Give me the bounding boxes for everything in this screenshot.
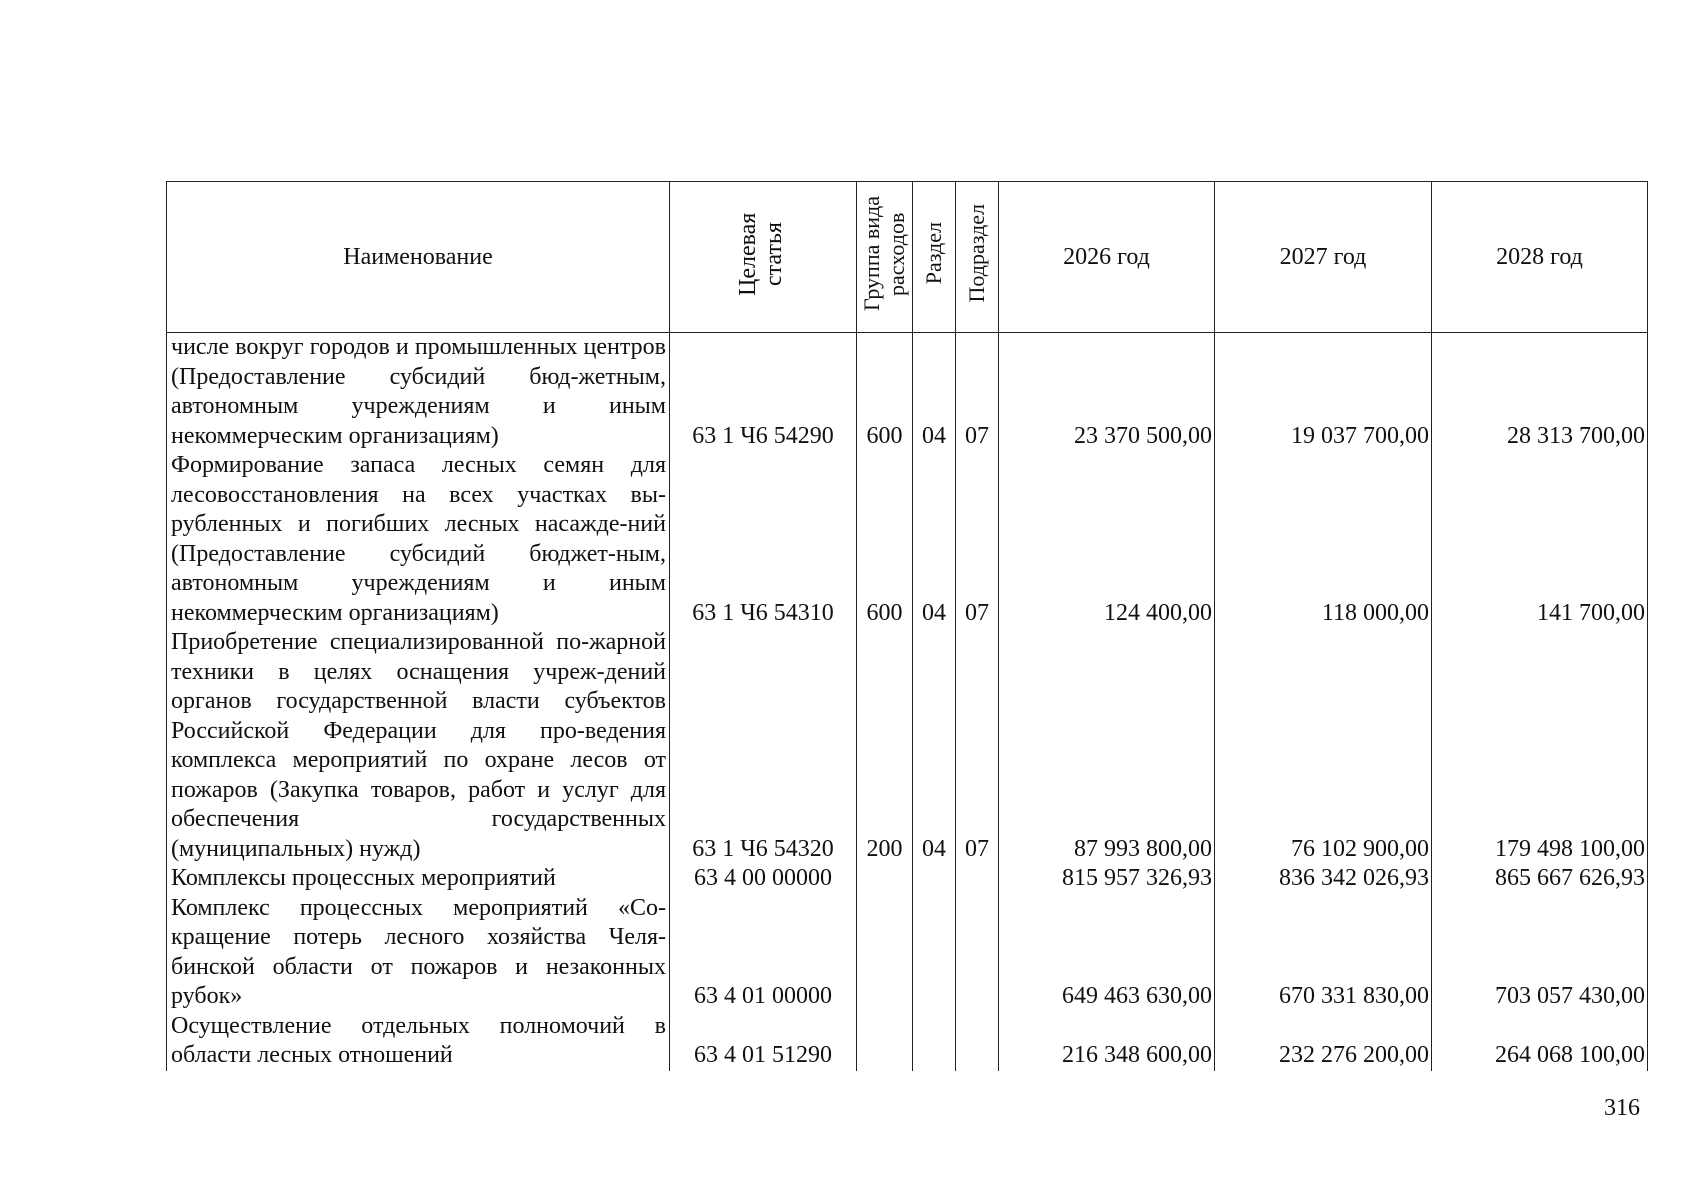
row-2028: 865 667 626,93: [1432, 864, 1648, 894]
row-section: 04: [913, 333, 956, 452]
header-name: Наименование: [167, 182, 670, 333]
row-subsection: 07: [956, 333, 999, 452]
header-section-label: Раздел: [921, 222, 946, 285]
row-name: Приобретение специализированной по-жарной техники в целях оснащения учреж-дений органов государственной власти субъектов Российской Федерации для про-ведения комплекса мероприятий по охране лесов от пожаров (Закупка товаров, работ и услуг для обеспечения государственных (муниципальных) нужд): [167, 628, 670, 864]
row-2028: 141 700,00: [1432, 451, 1648, 628]
header-section: [913, 182, 956, 333]
header-expense-group: [857, 182, 913, 333]
row-target-article: 63 1 Ч6 54290: [670, 333, 857, 452]
row-target-article: 63 4 01 00000: [670, 894, 857, 1012]
row-2028: 703 057 430,00: [1432, 894, 1648, 1012]
header-row: [167, 182, 1648, 333]
row-section: [913, 864, 956, 894]
row-name: Комплекс процессных мероприятий «Со-кращение потерь лесного хозяйства Челя-бинской области от пожаров и незаконных рубок»: [167, 894, 670, 1012]
row-name: Комплексы процессных мероприятий: [167, 864, 670, 894]
row-subsection: 07: [956, 628, 999, 864]
row-2028: 264 068 100,00: [1432, 1012, 1648, 1071]
row-2028: 28 313 700,00: [1432, 333, 1648, 452]
row-target-article: 63 1 Ч6 54310: [670, 451, 857, 628]
row-2026: 649 463 630,00: [999, 894, 1215, 1012]
row-2026: 23 370 500,00: [999, 333, 1215, 452]
row-section: [913, 1012, 956, 1071]
row-expense-group: [857, 864, 913, 894]
table-row: [167, 628, 1648, 864]
row-subsection: [956, 894, 999, 1012]
table-row: [167, 864, 1648, 894]
row-name: числе вокруг городов и промышленных центров (Предоставление субсидий бюд-жетным, автономным учреждениям и иным некоммерческим организациям): [167, 333, 670, 452]
table-row: [167, 451, 1648, 628]
row-expense-group: [857, 894, 913, 1012]
row-expense-group: 600: [857, 333, 913, 452]
header-expense-group-label: Группа вида расходов: [858, 196, 909, 311]
budget-table: [166, 181, 1648, 1071]
row-name: Формирование запаса лесных семян для лесовосстановления на всех участках вы-рубленных и погибших лесных насажде-ний (Предоставление субсидий бюджет-ным, автономным учреждениям и иным некоммерческим организациям): [167, 451, 670, 628]
row-expense-group: 600: [857, 451, 913, 628]
row-2028: 179 498 100,00: [1432, 628, 1648, 864]
table-row: [167, 1012, 1648, 1071]
row-target-article: 63 1 Ч6 54320: [670, 628, 857, 864]
row-subsection: 07: [956, 451, 999, 628]
table-row: [167, 894, 1648, 1012]
header-2028: 2028 год: [1432, 182, 1648, 333]
row-subsection: [956, 864, 999, 894]
row-expense-group: [857, 1012, 913, 1071]
row-subsection: [956, 1012, 999, 1071]
row-2027: 118 000,00: [1215, 451, 1432, 628]
row-target-article: 63 4 01 51290: [670, 1012, 857, 1071]
row-section: 04: [913, 628, 956, 864]
row-2027: 232 276 200,00: [1215, 1012, 1432, 1071]
header-subsection: [956, 182, 999, 333]
header-2026: 2026 год: [999, 182, 1215, 333]
row-section: 04: [913, 451, 956, 628]
row-2027: 76 102 900,00: [1215, 628, 1432, 864]
row-section: [913, 894, 956, 1012]
header-subsection-label: Подраздел: [964, 204, 989, 303]
row-2026: 124 400,00: [999, 451, 1215, 628]
row-name: Осуществление отдельных полномочий в области лесных отношений: [167, 1012, 670, 1071]
row-expense-group: 200: [857, 628, 913, 864]
row-target-article: 63 4 00 00000: [670, 864, 857, 894]
row-2026: 216 348 600,00: [999, 1012, 1215, 1071]
header-2027: 2027 год: [1215, 182, 1432, 333]
page-number: 316: [1604, 1095, 1640, 1121]
row-2026: 87 993 800,00: [999, 628, 1215, 864]
header-target-article: [670, 182, 857, 333]
row-2026: 815 957 326,93: [999, 864, 1215, 894]
row-2027: 836 342 026,93: [1215, 864, 1432, 894]
row-2027: 670 331 830,00: [1215, 894, 1432, 1012]
header-target-article-label: Целевая статья: [735, 211, 787, 296]
row-2027: 19 037 700,00: [1215, 333, 1432, 452]
table-row: [167, 333, 1648, 452]
